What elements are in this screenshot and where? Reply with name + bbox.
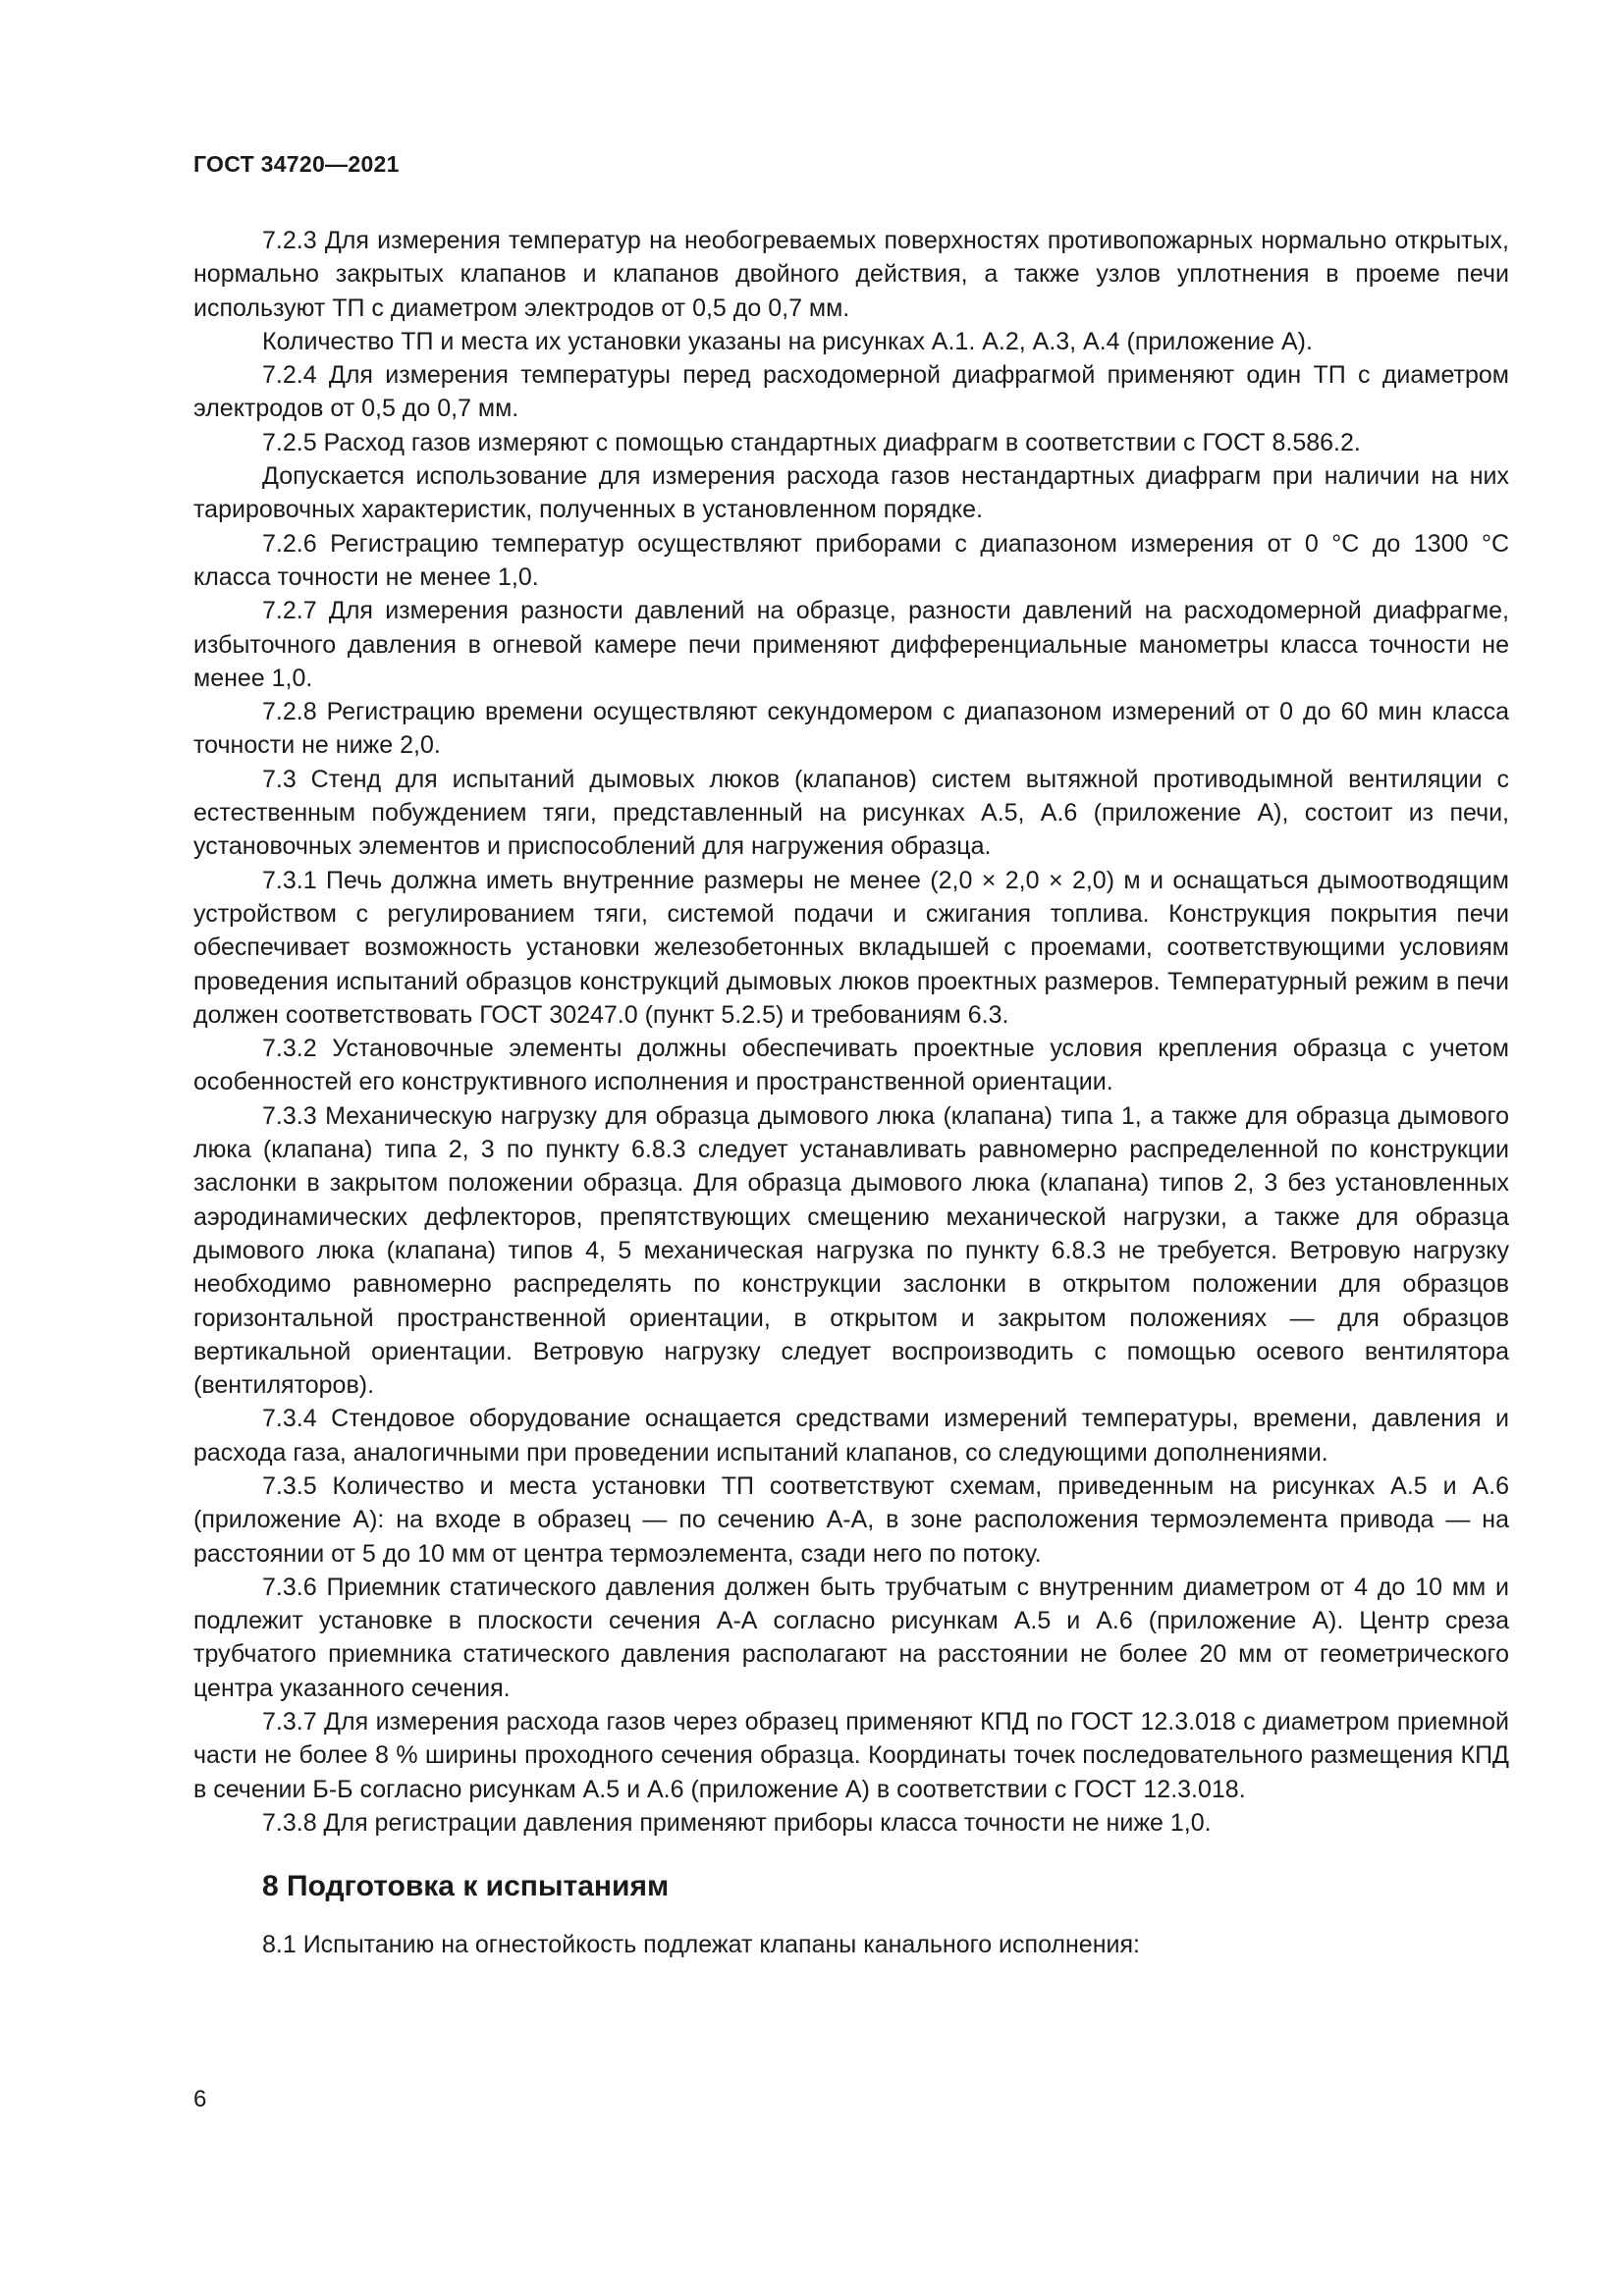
paragraph-7-3-6: 7.3.6 Приемник статического давления должен быть трубчатым с внутренним диаметром от 4 до 10 мм и подлежит установке в плоскости сечения А-А согласно рисункам А.5 и А.6 (приложение А). Центр среза трубчатого приемника статического давления располагают на расстоянии не более 20 мм от геометрического центра указанного сечения. [193,1573,1509,1702]
paragraph-7-3-1: 7.3.1 Печь должна иметь внутренние размеры не менее (2,0 × 2,0 × 2,0) м и оснащаться дымоотводящим устройством с регулированием тяги, системой подачи и сжигания топлива. Конструкция покрытия печи обеспечивает возможность установки железобетонных вкладышей с проемами, соответствующими условиям проведения испытаний образцов конструкций дымовых люков проектных размеров. Температурный режим в печи должен соответствовать ГОСТ 30247.0 (пункт 5.2.5) и требованиям 6.3. [193,866,1509,1029]
paragraph-7-2-8: 7.2.8 Регистрацию времени осуществляют секундомером с диапазоном измерений от 0 до 60 мин класса точности не ниже 2,0. [193,698,1509,760]
paragraph-7-3-7: 7.3.7 Для измерения расхода газов через образец применяют КПД по ГОСТ 12.3.018 с диаметром приемной части не более 8 % ширины проходного сечения образца. Координаты точек последовательного размещения КПД в сечении Б-Б согласно рисункам А.5 и А.6 (приложение А) в соответствии с ГОСТ 12.3.018. [193,1708,1509,1803]
paragraph-8-1: 8.1 Испытанию на огнестойкость подлежат клапаны канального исполнения: [262,1931,1140,1959]
paragraph-7-3-8: 7.3.8 Для регистрации давления применяют приборы класса точности не ниже 1,0. [262,1808,1212,1837]
paragraph-nonstandard-diaphragms: Допускается использование для измерения расхода газов нестандартных диафрагм при наличии на них тарировочных характеристик, полученных в установленном порядке. [193,462,1509,524]
document-body [193,224,1509,1962]
paragraph-7-2-4: 7.2.4 Для измерения температуры перед расходомерной диафрагмой применяют один ТП с диаметром электродов от 0,5 до 0,7 мм. [193,361,1509,423]
paragraph-7-3-2: 7.3.2 Установочные элементы должны обеспечивать проектные условия крепления образца с учетом особенностей его конструктивного исполнения и пространственной ориентации. [193,1035,1509,1096]
paragraph-7-2-7: 7.2.7 Для измерения разности давлений на образце, разности давлений на расходомерной диафрагме, избыточного давления в огневой камере печи применяют дифференциальные манометры класса точности не менее 1,0. [193,597,1509,692]
paragraph-tp-count: Количество ТП и места их установки указаны на рисунках А.1. А.2, А.3, А.4 (приложение А). [262,327,1313,355]
paragraph-7-3-5: 7.3.5 Количество и места установки ТП соответствуют схемам, приведенным на рисунках А.5 и А.6 (приложение А): на входе в образец — по сечению А-А, в зоне расположения термоэлемента привода — на расстоянии от 5 до 10 мм от центра термоэлемента, сзади него по потоку. [193,1471,1509,1568]
paragraph-7-3-4: 7.3.4 Стендовое оборудование оснащается средствами измерений температуры, времени, давления и расхода газа, аналогичными при проведении испытаний клапанов, со следующими дополнениями. [193,1405,1509,1467]
page-number: 6 [193,2086,207,2112]
paragraph-7-2-3: 7.2.3 Для измерения температур на необогреваемых поверхностях противопожарных нормально открытых, нормально закрытых клапанов и клапанов двойного действия, а также узлов уплотнения в проеме печи используют ТП с диаметром электродов от 0,5 до 0,7 мм. [193,227,1509,322]
document-header: ГОСТ 34720—2021 [193,151,400,177]
paragraph-7-3: 7.3 Стенд для испытаний дымовых люков (клапанов) систем вытяжной противодымной вентиляции с естественным побуждением тяги, представленный на рисунках А.5, А.6 (приложение А), состоит из печи, установочных элементов и приспособлений для нагружения образца. [193,765,1509,861]
section-heading-8: 8 Подготовка к испытаниям [262,1870,670,1903]
paragraph-7-2-6: 7.2.6 Регистрацию температур осуществляют приборами с диапазоном измерения от 0 °С до 1300 °С класса точности не менее 1,0. [193,529,1509,591]
paragraph-7-3-3: 7.3.3 Механическую нагрузку для образца дымового люка (клапана) типа 1, а также для образца дымового люка (клапана) типа 2, 3 по пункту 6.8.3 следует устанавливать равномерно распределенной по конструкции заслонки в закрытом положении образца. Для образца дымового люка (клапана) типов 2, 3 без установленных аэродинамических дефлекторов, препятствующих смещению механической нагрузки, а также для образца дымового люка (клапана) типов 4, 5 механическая нагрузка по пункту 6.8.3 не требуется. Ветровую нагрузку необходимо равномерно распределять по конструкции заслонки в открытом положении для образцов горизонтальной пространственной ориентации, в открытом и закрытом положениях — для образцов вертикальной ориентации. Ветровую нагрузку следует воспроизводить с помощью осевого вентилятора (вентиляторов). [193,1101,1509,1400]
paragraph-7-2-5: 7.2.5 Расход газов измеряют с помощью стандартных диафрагм в соответствии с ГОСТ 8.586.2. [262,428,1361,456]
